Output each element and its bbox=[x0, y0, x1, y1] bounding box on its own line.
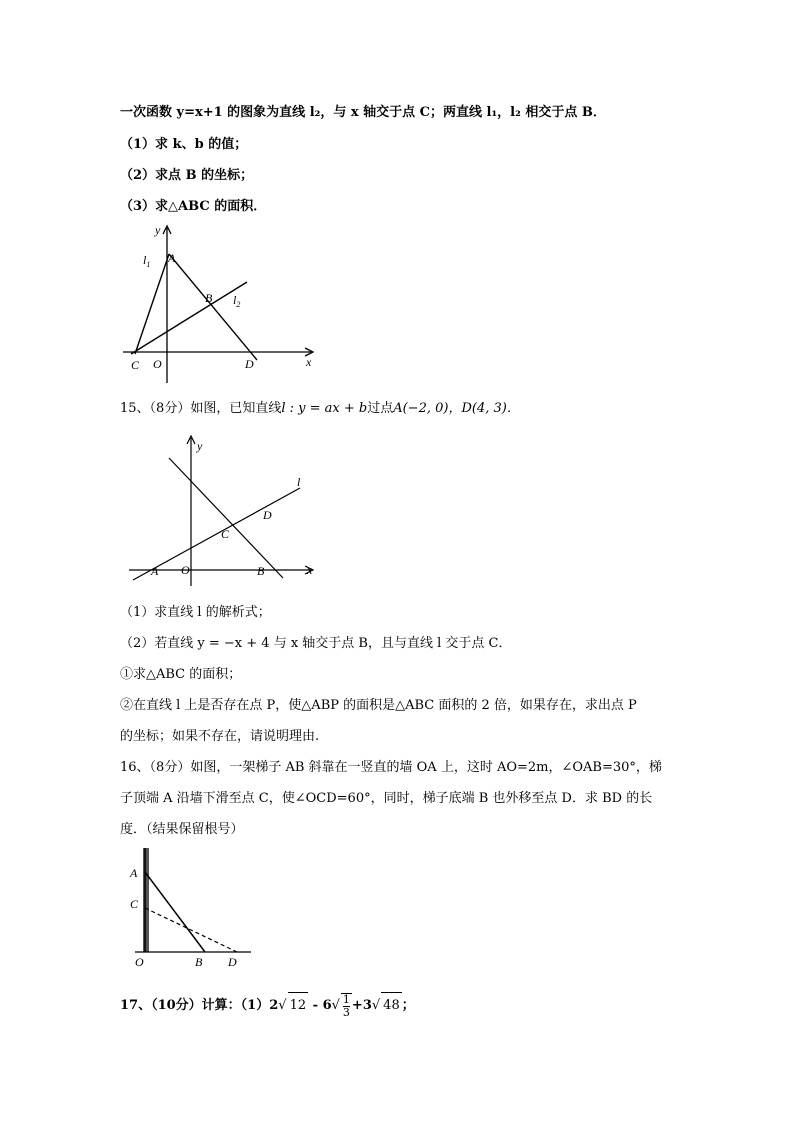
question-3: （3）求△ABC 的面积． bbox=[120, 199, 267, 214]
line-AD bbox=[169, 254, 257, 360]
ladder-CD bbox=[145, 908, 237, 952]
line-l2 bbox=[131, 282, 247, 354]
q16-line3: 度．（结果保留根号） bbox=[120, 822, 244, 837]
label-x: x bbox=[306, 355, 312, 369]
q15-part2b-line2: 的坐标；如果不存在，请说明理由. bbox=[120, 729, 320, 744]
label-B: B bbox=[257, 564, 265, 578]
q15-stem bbox=[120, 400, 520, 418]
figure-1 bbox=[115, 220, 325, 390]
label-B: B bbox=[195, 955, 203, 969]
q17-prefix: 17、（10分）计算：（1）2 bbox=[120, 998, 279, 1013]
q16-line1: 16、（8分）如图，一架梯子 AB 斜靠在一竖直的墙 OA 上，这时 AO=2m，∠OAB=30°，梯 bbox=[120, 760, 662, 775]
q15-stem-a: 15、（8分）如图，已知直线 bbox=[120, 401, 282, 416]
label-x: x bbox=[307, 563, 313, 577]
q15-part2: （2）若直线 y = −x + 4 与 x 轴交于点 B，且与直线 l 交于点 C． bbox=[120, 636, 512, 651]
label-A: A bbox=[151, 564, 159, 578]
q16-line2: 子顶端 A 沿墙下滑至点 C，使∠OCD=60°，同时，梯子底端 B 也外移至点 D．求 BD 的长 bbox=[120, 791, 653, 806]
label-l2: $l_2$ bbox=[233, 293, 241, 309]
q17-denominator: 3 bbox=[342, 1005, 350, 1019]
label-O: O bbox=[181, 563, 190, 577]
label-C: C bbox=[131, 358, 140, 372]
label-C: C bbox=[130, 897, 139, 911]
q15-stem-b: 过点 bbox=[367, 401, 394, 416]
q17-plus: +3 bbox=[351, 998, 372, 1013]
label-D: D bbox=[263, 508, 272, 522]
question-1: （1）求 k、b 的值； bbox=[120, 137, 248, 152]
q15-part2b-line1: ②在直线 l 上是否存在点 P，使△ABP 的面积是△ABC 面积的 2 倍，如果存在，求出点 P bbox=[120, 698, 637, 713]
label-O: O bbox=[153, 357, 162, 371]
intro-line: 一次函数 y=x+1 的图象为直线 l₂，与 x 轴交于点 C；两直线 l₁，l₂ 相交于点 B． bbox=[120, 105, 606, 120]
label-A: A bbox=[168, 251, 176, 265]
q17-radicand-1: 12 bbox=[288, 992, 309, 1019]
question-2: （2）求点 B 的坐标； bbox=[120, 168, 254, 183]
q15-points: A(−2, 0)，D(4, 3)． bbox=[393, 401, 520, 416]
q17-numerator: 1 bbox=[342, 992, 350, 1006]
line-AC bbox=[135, 254, 169, 354]
q17-line: 17、（10分）计算：（1）2√ 12 - 6√ $\frac{1}{3}$ +3√ 48 ； bbox=[120, 992, 415, 1019]
q15-part2a: ①求△ABC 的面积； bbox=[120, 667, 242, 682]
label-y: y bbox=[155, 223, 161, 237]
label-l1: $l_1$ bbox=[143, 253, 151, 269]
q17-radicand-2: 48 bbox=[381, 992, 402, 1019]
q17-fraction bbox=[341, 993, 352, 1019]
label-A: A bbox=[130, 866, 138, 880]
label-B: B bbox=[205, 291, 213, 305]
label-D: D bbox=[245, 357, 254, 371]
label-C: C bbox=[221, 527, 230, 541]
q15-equation: l : y = ax + b bbox=[281, 401, 368, 416]
q17-end: ； bbox=[401, 998, 415, 1013]
q17-minus: - 6 bbox=[312, 998, 332, 1013]
label-y: y bbox=[197, 439, 203, 453]
label-D: D bbox=[228, 955, 237, 969]
wall-hatching bbox=[143, 848, 149, 952]
figure-3 bbox=[125, 846, 265, 970]
label-O: O bbox=[135, 955, 144, 969]
q15-part1: （1）求直线 l 的解析式； bbox=[120, 605, 271, 620]
figure-2 bbox=[125, 430, 325, 586]
label-l: l bbox=[297, 475, 301, 489]
